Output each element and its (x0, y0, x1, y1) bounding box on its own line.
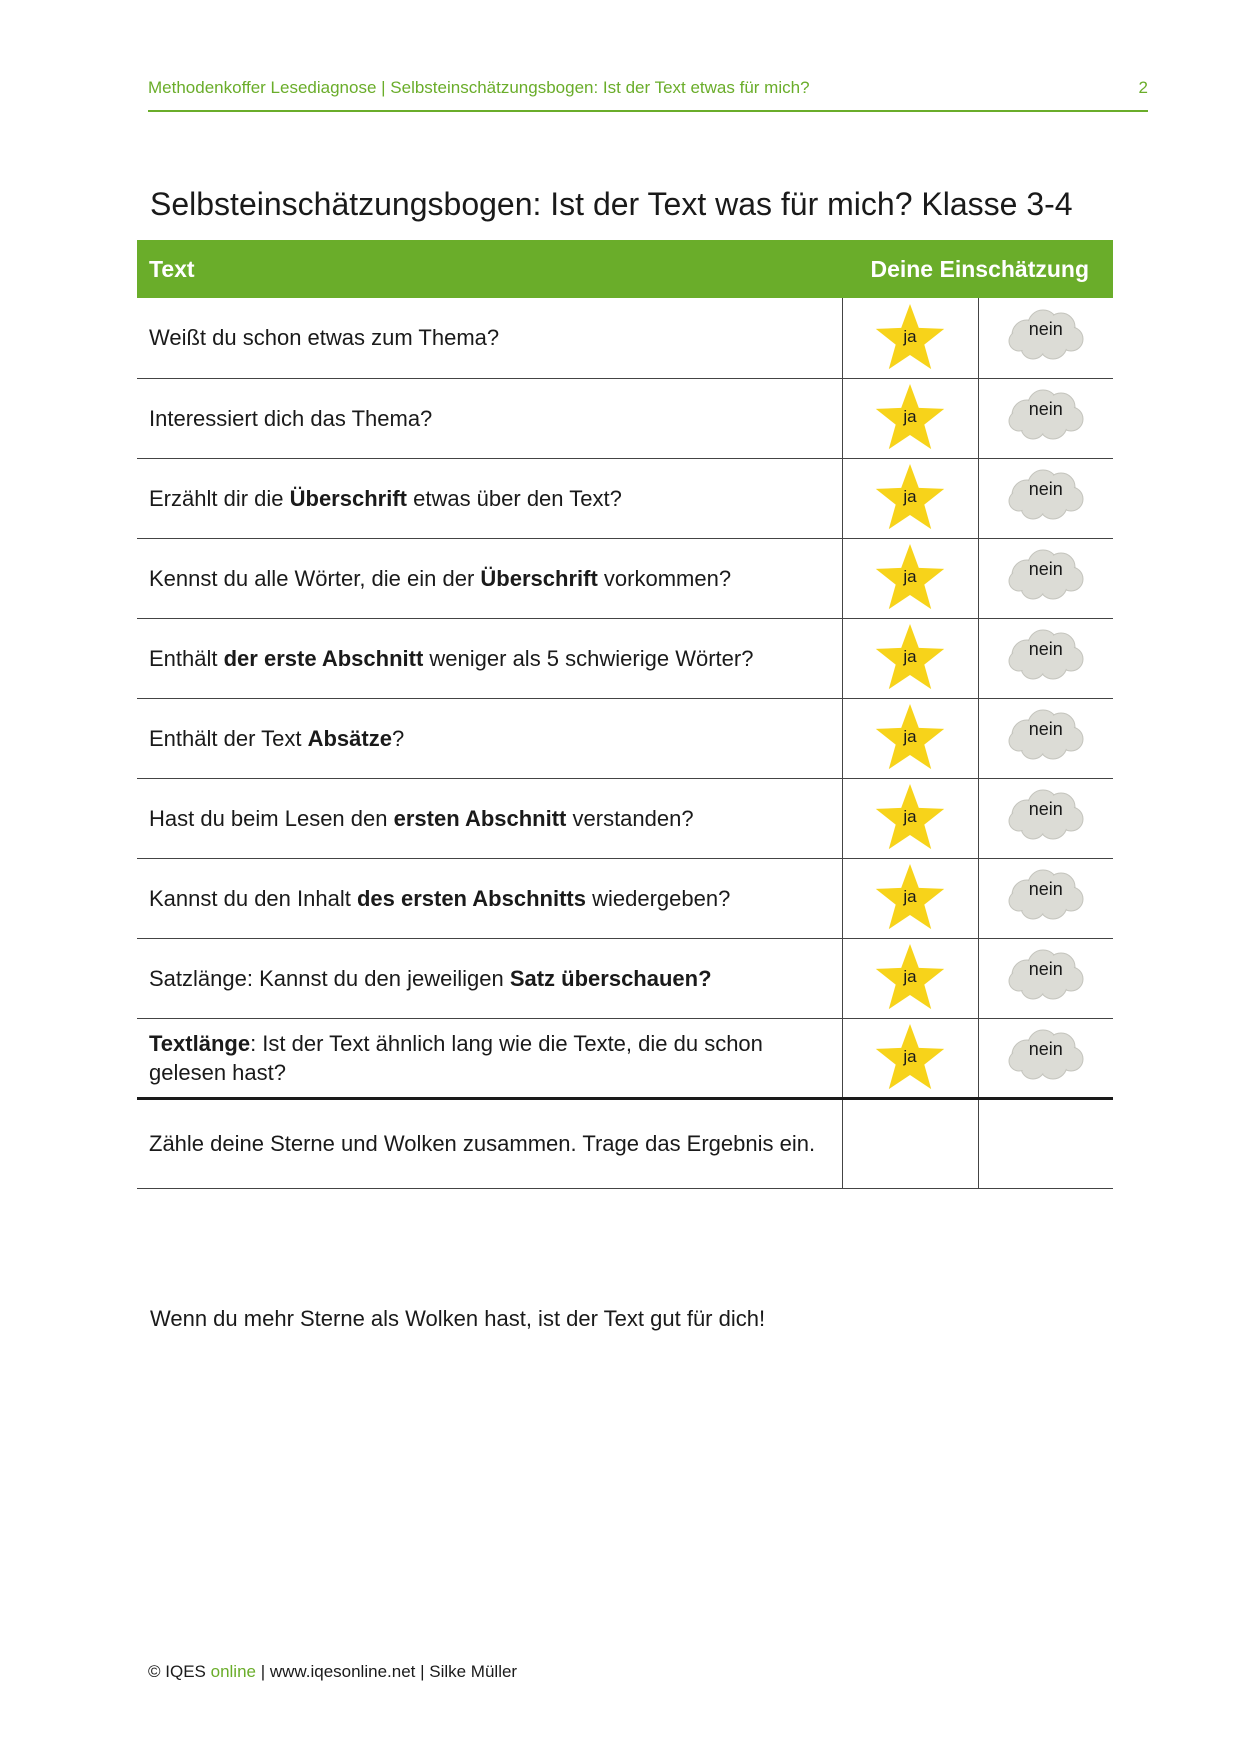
question-segment: Kennst du alle Wörter, die ein der (149, 565, 481, 591)
question-text (137, 698, 842, 778)
yes-label: ja (903, 887, 917, 906)
no-label: nein (1028, 799, 1063, 819)
no-cell[interactable] (978, 538, 1113, 618)
question-text (137, 778, 842, 858)
no-label: nein (1028, 879, 1063, 899)
footer-copyright: © IQES (148, 1662, 211, 1681)
no-cell[interactable] (978, 298, 1113, 378)
question-emphasis: Satz überschauen? (509, 965, 712, 991)
no-cell[interactable] (978, 1018, 1113, 1098)
table-row (137, 938, 1113, 1018)
question-segment: wiedergeben? (585, 885, 731, 911)
question-text (137, 858, 842, 938)
yes-cell[interactable] (842, 778, 978, 858)
yes-label: ja (903, 407, 917, 426)
star-icon[interactable] (872, 782, 948, 854)
no-cell[interactable] (978, 858, 1113, 938)
table-row (137, 458, 1113, 538)
cloud-icon[interactable] (1005, 945, 1087, 1001)
question-text (137, 538, 842, 618)
no-cell[interactable] (978, 458, 1113, 538)
total-instruction: Zähle deine Sterne und Wolken zusammen. Trage das Ergebnis ein. (137, 1098, 842, 1188)
column-header-rating: Deine Einschätzung (870, 255, 1090, 282)
star-icon[interactable] (872, 1022, 948, 1094)
question-emphasis: Absätze (307, 725, 392, 751)
cloud-total-field[interactable] (978, 1098, 1113, 1188)
yes-cell[interactable] (842, 458, 978, 538)
question-segment: ? (391, 725, 405, 751)
question-emphasis: Überschrift (480, 565, 598, 591)
yes-label: ja (903, 487, 917, 506)
yes-label: ja (903, 647, 917, 666)
cloud-icon[interactable] (1005, 785, 1087, 841)
yes-label: ja (903, 1046, 917, 1066)
no-label: nein (1028, 639, 1063, 659)
page-footer (148, 1662, 517, 1682)
star-icon[interactable] (872, 382, 948, 454)
table-row (137, 1018, 1113, 1098)
no-cell[interactable] (978, 618, 1113, 698)
no-cell[interactable] (978, 698, 1113, 778)
star-icon[interactable] (872, 702, 948, 774)
footer-online: online (210, 1662, 256, 1681)
star-icon[interactable] (872, 622, 948, 694)
question-emphasis: Textlänge (149, 1030, 251, 1056)
total-row (137, 1098, 1113, 1188)
no-label: nein (1028, 1038, 1063, 1059)
yes-cell[interactable] (842, 298, 978, 378)
self-assessment-table (137, 240, 1113, 1189)
question-emphasis: der erste Abschnitt (223, 645, 424, 671)
question-text (137, 618, 842, 698)
question-segment: Hast du beim Lesen den (149, 805, 394, 831)
yes-cell[interactable] (842, 698, 978, 778)
question-segment: Interessiert dich das Thema? (149, 405, 433, 431)
cloud-icon[interactable] (1005, 705, 1087, 761)
yes-cell[interactable] (842, 858, 978, 938)
star-icon[interactable] (872, 462, 948, 534)
no-cell[interactable] (978, 378, 1113, 458)
no-label: nein (1028, 959, 1063, 979)
cloud-icon[interactable] (1005, 305, 1087, 361)
cloud-icon[interactable] (1005, 625, 1087, 681)
no-label: nein (1028, 399, 1063, 419)
question-rows (137, 298, 1113, 1188)
table-row (137, 618, 1113, 698)
question-segment: Kannst du den Inhalt (149, 885, 357, 911)
header-text: Methodenkoffer Lesediagnose | Selbsteinschätzungsbogen: Ist der Text etwas für mich? (148, 78, 810, 97)
no-label: nein (1028, 719, 1063, 739)
table-row (137, 538, 1113, 618)
result-note: Wenn du mehr Sterne als Wolken hast, ist der Text gut für dich! (150, 1306, 766, 1331)
question-segment: vorkommen? (597, 565, 732, 591)
no-label: nein (1028, 479, 1063, 499)
yes-cell[interactable] (842, 538, 978, 618)
question-text (137, 378, 842, 458)
table-row (137, 298, 1113, 378)
yes-label: ja (903, 326, 917, 346)
question-segment: Satzlänge: Kannst du den jeweiligen (149, 965, 510, 991)
question-text (137, 298, 842, 378)
question-segment: Weißt du schon etwas zum Thema? (149, 325, 500, 351)
table-row (137, 778, 1113, 858)
question-segment: Enthält der Text (149, 725, 308, 751)
no-cell[interactable] (978, 778, 1113, 858)
question-segment: Erzählt dir die (149, 485, 290, 511)
yes-label: ja (903, 727, 917, 746)
yes-cell[interactable] (842, 618, 978, 698)
yes-cell[interactable] (842, 938, 978, 1018)
footer-rest: | www.iqesonline.net | Silke Müller (255, 1662, 518, 1681)
table-row (137, 858, 1113, 938)
yes-label: ja (903, 807, 917, 826)
no-cell[interactable] (978, 938, 1113, 1018)
star-total-field[interactable] (842, 1098, 978, 1188)
star-icon[interactable] (872, 542, 948, 614)
cloud-icon[interactable] (1005, 1025, 1087, 1081)
question-segment: verstanden? (566, 805, 694, 831)
yes-label: ja (903, 567, 917, 586)
table-header-row (137, 240, 1113, 298)
question-text (137, 458, 842, 538)
question-emphasis: Überschrift (289, 485, 407, 511)
question-segment: : Ist der Text ähnlich lang wie die Texte, die du schon gelesen hast? (149, 1030, 763, 1085)
question-text (137, 1018, 842, 1098)
page-number: 2 (1138, 78, 1148, 97)
column-header-text: Text (149, 255, 195, 282)
table-row (137, 378, 1113, 458)
cloud-icon[interactable] (1005, 385, 1087, 441)
page-header (148, 74, 1148, 112)
question-segment: weniger als 5 schwierige Wörter? (423, 645, 754, 671)
question-segment: Enthält (149, 645, 224, 671)
yes-cell[interactable] (842, 1018, 978, 1098)
cloud-icon[interactable] (1005, 865, 1087, 921)
table-row (137, 698, 1113, 778)
cloud-icon[interactable] (1005, 465, 1087, 521)
no-label: nein (1028, 559, 1063, 579)
page-title: Selbsteinschätzungsbogen: Ist der Text was für mich? Klasse 3-4 (150, 186, 1073, 222)
star-icon[interactable] (872, 942, 948, 1014)
question-segment: etwas über den Text? (406, 485, 622, 511)
yes-label: ja (903, 967, 917, 986)
yes-cell[interactable] (842, 378, 978, 458)
no-label: nein (1028, 318, 1063, 339)
question-emphasis: ersten Abschnitt (393, 805, 567, 831)
question-emphasis: des ersten Abschnitts (356, 885, 586, 911)
question-text (137, 938, 842, 1018)
star-icon[interactable] (872, 302, 948, 374)
star-icon[interactable] (872, 862, 948, 934)
cloud-icon[interactable] (1005, 545, 1087, 601)
